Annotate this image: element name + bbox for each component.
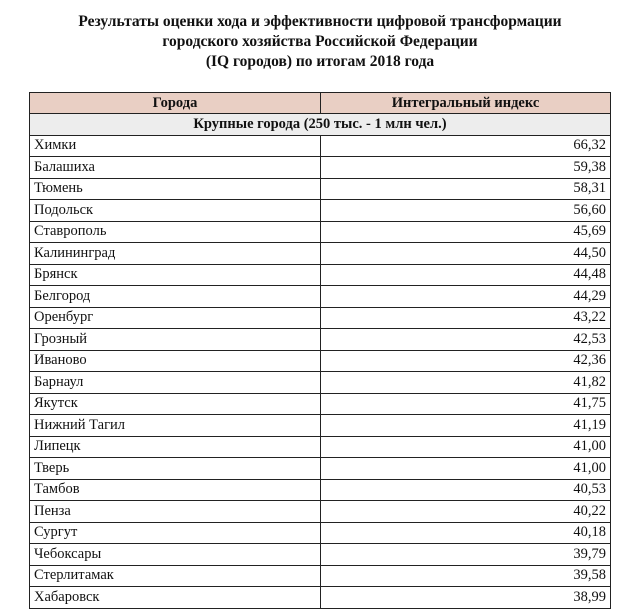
table-row bbox=[30, 436, 611, 458]
city-cell: Белгород bbox=[30, 286, 321, 308]
city-cell: Липецк bbox=[30, 436, 321, 458]
table-row bbox=[30, 221, 611, 243]
index-cell: 44,29 bbox=[321, 286, 611, 308]
city-cell: Калининград bbox=[30, 243, 321, 265]
title-line-2: городского хозяйства Российской Федерации bbox=[162, 33, 478, 50]
table-row bbox=[30, 565, 611, 587]
table-row bbox=[30, 286, 611, 308]
index-cell: 40,22 bbox=[321, 501, 611, 523]
city-cell: Оренбург bbox=[30, 307, 321, 329]
index-cell: 44,50 bbox=[321, 243, 611, 265]
header-row bbox=[30, 93, 611, 114]
index-cell: 41,00 bbox=[321, 436, 611, 458]
table-row bbox=[30, 458, 611, 480]
table-row bbox=[30, 243, 611, 265]
group-title: Крупные города (250 тыс. - 1 млн чел.) bbox=[30, 114, 611, 136]
index-cell: 45,69 bbox=[321, 221, 611, 243]
city-cell: Брянск bbox=[30, 264, 321, 286]
table-row bbox=[30, 415, 611, 437]
city-cell: Тамбов bbox=[30, 479, 321, 501]
index-cell: 40,53 bbox=[321, 479, 611, 501]
city-cell: Иваново bbox=[30, 350, 321, 372]
table-row bbox=[30, 200, 611, 222]
index-cell: 39,79 bbox=[321, 544, 611, 566]
city-cell: Чебоксары bbox=[30, 544, 321, 566]
city-cell: Балашиха bbox=[30, 157, 321, 179]
index-cell: 40,18 bbox=[321, 522, 611, 544]
city-cell: Хабаровск bbox=[30, 587, 321, 609]
city-cell: Барнаул bbox=[30, 372, 321, 394]
index-cell: 41,00 bbox=[321, 458, 611, 480]
table-row bbox=[30, 264, 611, 286]
city-cell: Нижний Тагил bbox=[30, 415, 321, 437]
results-table bbox=[29, 92, 611, 609]
table-row bbox=[30, 479, 611, 501]
city-cell: Якутск bbox=[30, 393, 321, 415]
table-row bbox=[30, 587, 611, 609]
document-title bbox=[0, 12, 640, 72]
city-cell: Грозный bbox=[30, 329, 321, 351]
title-line-1: Результаты оценки хода и эффективности цифровой трансформации bbox=[78, 13, 562, 30]
table-row bbox=[30, 329, 611, 351]
index-cell: 41,82 bbox=[321, 372, 611, 394]
index-cell: 41,19 bbox=[321, 415, 611, 437]
title-line-3: (IQ городов) по итогам 2018 года bbox=[205, 53, 435, 70]
index-cell: 66,32 bbox=[321, 135, 611, 157]
city-cell: Подольск bbox=[30, 200, 321, 222]
table-row bbox=[30, 135, 611, 157]
table-row bbox=[30, 522, 611, 544]
index-cell: 42,53 bbox=[321, 329, 611, 351]
city-cell: Ставрополь bbox=[30, 221, 321, 243]
group-row bbox=[30, 114, 611, 136]
index-cell: 41,75 bbox=[321, 393, 611, 415]
index-cell: 58,31 bbox=[321, 178, 611, 200]
header-index: Интегральный индекс bbox=[321, 93, 611, 114]
city-cell: Тюмень bbox=[30, 178, 321, 200]
table-row bbox=[30, 178, 611, 200]
city-cell: Химки bbox=[30, 135, 321, 157]
table-row bbox=[30, 372, 611, 394]
index-cell: 39,58 bbox=[321, 565, 611, 587]
index-cell: 56,60 bbox=[321, 200, 611, 222]
city-cell: Сургут bbox=[30, 522, 321, 544]
table-row bbox=[30, 350, 611, 372]
city-cell: Стерлитамак bbox=[30, 565, 321, 587]
table-header bbox=[30, 93, 611, 114]
index-cell: 38,99 bbox=[321, 587, 611, 609]
index-cell: 42,36 bbox=[321, 350, 611, 372]
header-city: Города bbox=[30, 93, 321, 114]
city-cell: Пенза bbox=[30, 501, 321, 523]
table-row bbox=[30, 307, 611, 329]
table-body bbox=[30, 114, 611, 609]
table-row bbox=[30, 544, 611, 566]
city-cell: Тверь bbox=[30, 458, 321, 480]
index-cell: 43,22 bbox=[321, 307, 611, 329]
index-cell: 59,38 bbox=[321, 157, 611, 179]
index-cell: 44,48 bbox=[321, 264, 611, 286]
table-row bbox=[30, 501, 611, 523]
table-row bbox=[30, 157, 611, 179]
table-row bbox=[30, 393, 611, 415]
